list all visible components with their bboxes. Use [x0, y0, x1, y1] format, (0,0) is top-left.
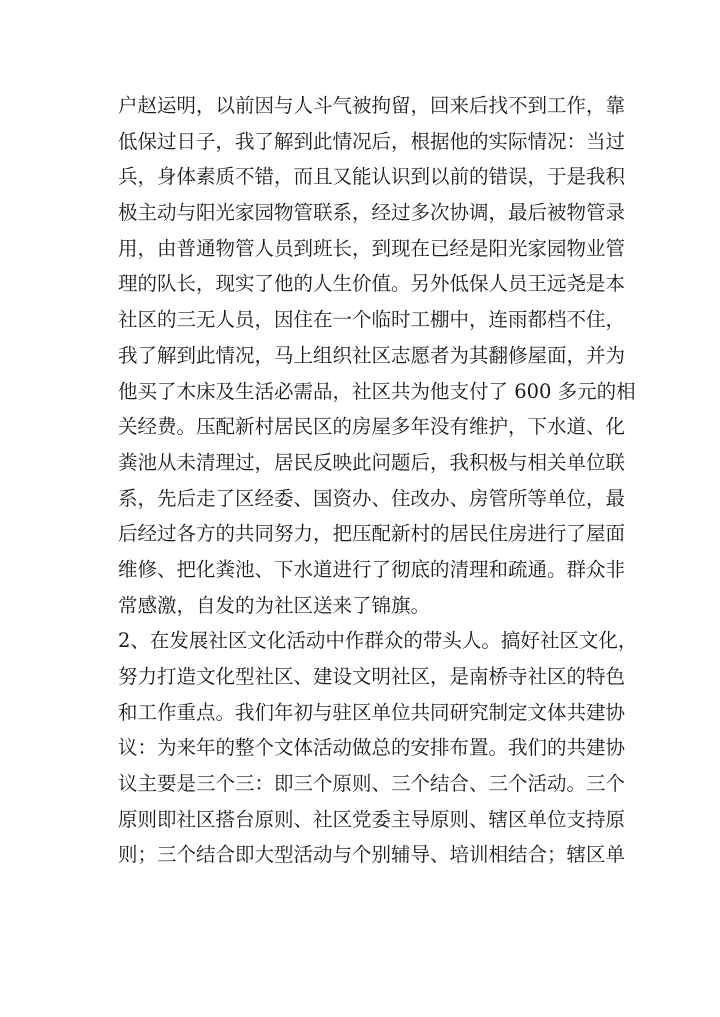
text-line: 他买了木床及生活必需品，社区共为他支付了 600 多元的相 — [118, 379, 636, 403]
text-line: 和工作重点。我们年初与驻区单位共同研究制定文体共建协 — [118, 700, 626, 724]
text-line: 原则即社区搭台原则、社区党委主导原则、辖区单位支持原 — [118, 807, 626, 831]
text-line: 社区的三无人员，因住在一个临时工棚中，连雨都档不住， — [118, 308, 626, 332]
text-line: 系，先后走了区经委、国资办、住改办、房管所等单位，最 — [118, 486, 626, 510]
text-line: 则；三个结合即大型活动与个别辅导、培训相结合；辖区单 — [118, 843, 626, 867]
document-body — [118, 88, 638, 873]
text-line: 议：为来年的整个文体活动做总的安排布置。我们的共建协 — [118, 736, 626, 760]
paragraph-end-line: 常感激，自发的为社区送来了锦旗。 — [118, 593, 431, 617]
text-line: 低保过日子，我了解到此情况后，根据他的实际情况：当过 — [118, 129, 626, 153]
text-line: 兵，身体素质不错，而且又能认识到以前的错误，于是我积 — [118, 165, 626, 189]
text-line: 户赵运明，以前因与人斗气被拘留，回来后找不到工作，靠 — [118, 94, 626, 117]
text-line: 议主要是三个三：即三个原则、三个结合、三个活动。三个 — [118, 772, 626, 796]
text-line: 后经过各方的共同努力，把压配新村的居民住房进行了屋面 — [118, 522, 626, 546]
text-line: 极主动与阳光家园物管联系，经过多次协调，最后被物管录 — [118, 201, 626, 225]
text-line: 我了解到此情况，马上组织社区志愿者为其翻修屋面，并为 — [118, 343, 626, 367]
text-line: 维修、把化粪池、下水道进行了彻底的清理和疏通。群众非 — [118, 557, 626, 581]
text-line: 关经费。压配新村居民区的房屋多年没有维护，下水道、化 — [118, 415, 626, 439]
text-line: 粪池从未清理过，居民反映此问题后，我积极与相关单位联 — [118, 450, 626, 474]
text-line: 理的队长，现实了他的人生价值。另外低保人员王远尧是本 — [118, 272, 626, 296]
text-line: 用，由普通物管人员到班长，到现在已经是阳光家园物业管 — [118, 236, 626, 260]
text-line: 努力打造文化型社区、建设文明社区，是南桥寺社区的特色 — [118, 665, 626, 688]
section-heading-line: 2、在发展社区文化活动中作群众的带头人。搞好社区文化， — [118, 629, 638, 653]
